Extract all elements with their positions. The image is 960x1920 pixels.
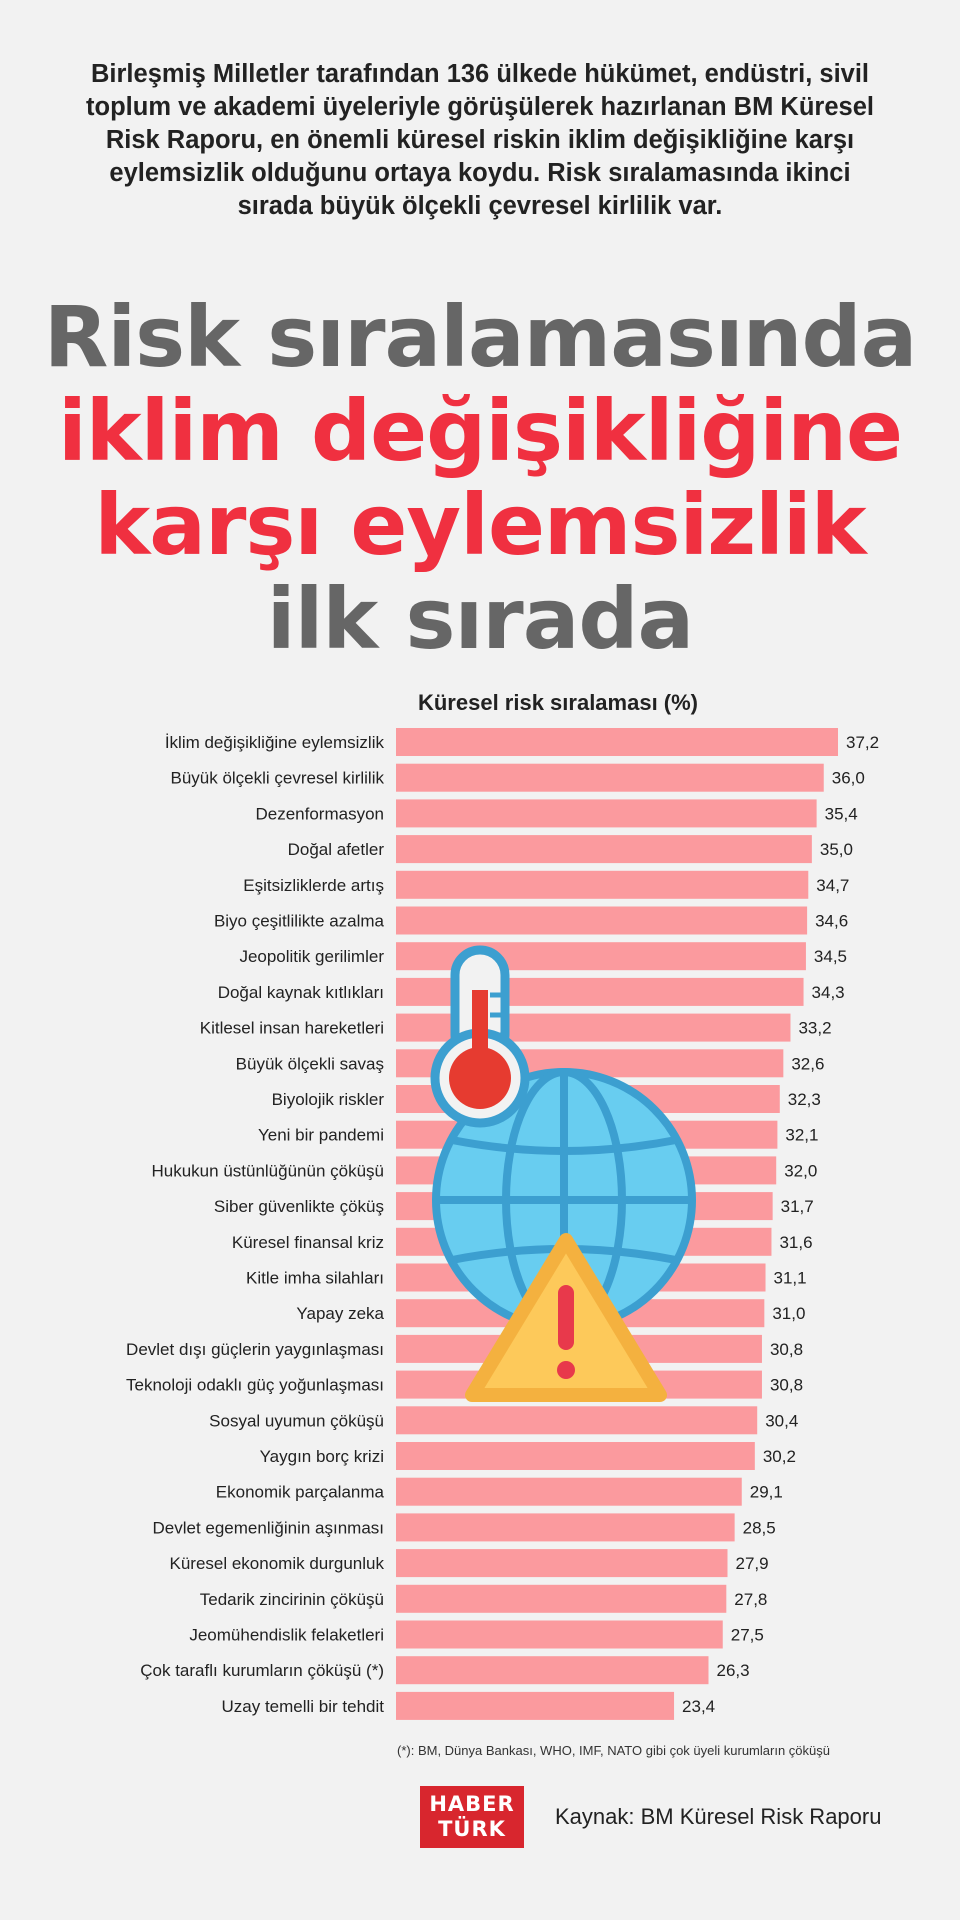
value-label: 30,8 (769, 1339, 804, 1359)
bar (396, 1264, 766, 1292)
category-label: Biyo çeşitlilikte azalma (213, 911, 384, 931)
chart-title: Küresel risk sıralaması (%) (417, 690, 699, 715)
bar (396, 799, 817, 827)
category-label: Küresel ekonomik durgunluk (169, 1554, 384, 1574)
category-label: Hukukun üstünlüğünün çöküşü (151, 1161, 384, 1181)
value-label: 28,5 (742, 1518, 776, 1538)
category-label: Jeopolitik gerilimler (239, 947, 384, 967)
value-label: 31,0 (772, 1304, 806, 1324)
value-label: 27,8 (734, 1589, 768, 1609)
value-label: 34,6 (815, 911, 849, 931)
value-label: 34,7 (816, 875, 850, 895)
intro-text: Birleşmiş Milletler tarafından 136 ülkede hükümet, endüstri, sivil toplum ve akademi üyeleriyle görüşülerek hazırlanan BM Küresel Risk Raporu, en önemli küresel riskin iklim değişikliğine karşı eylemsizlik olduğunu ortaya koydu. Risk sıralamasında ikinci sırada büyük ölçekli çevresel kirlilik var. (86, 60, 874, 220)
value-label: 35,0 (819, 840, 853, 860)
bar (396, 1156, 776, 1184)
category-label: Uzay temelli bir tehdit (221, 1696, 384, 1716)
value-label: 31,1 (773, 1268, 807, 1288)
bar (396, 1478, 742, 1506)
category-label: Eşitsizliklerde artış (243, 875, 384, 895)
category-label: Tedarik zincirinin çöküşü (199, 1589, 384, 1609)
value-label: 31,7 (780, 1197, 814, 1217)
category-label: Yeni bir pandemi (257, 1125, 384, 1145)
category-label: Küresel finansal kriz (231, 1232, 384, 1252)
value-label: 27,9 (735, 1554, 769, 1574)
bar (396, 1549, 728, 1577)
category-label: Yapay zeka (296, 1304, 384, 1324)
category-label: Ekonomik parçalanma (215, 1482, 384, 1502)
value-label: 36,0 (831, 768, 865, 788)
headline-line-1: Risk sıralamasında (43, 288, 917, 386)
value-label: 37,2 (846, 733, 880, 752)
category-label: İklim değişikliğine eylemsizlik (164, 733, 384, 752)
bar (396, 907, 807, 935)
logo-line-2: TÜRK (438, 1817, 506, 1841)
category-label: Devlet dışı güçlerin yaygınlaşması (126, 1339, 384, 1359)
value-label: 31,6 (779, 1232, 813, 1252)
bar (396, 978, 804, 1006)
value-label: 32,0 (784, 1161, 818, 1181)
source-text: Kaynak: BM Küresel Risk Raporu (555, 1804, 882, 1829)
value-label: 32,3 (787, 1090, 821, 1109)
bar (396, 1299, 764, 1327)
bar (396, 1442, 755, 1470)
value-label: 23,4 (682, 1696, 716, 1716)
category-label: Yaygın borç krizi (259, 1447, 384, 1466)
value-label: 32,6 (791, 1054, 825, 1074)
bar (396, 1513, 735, 1541)
logo-line-1: HABER (429, 1792, 515, 1816)
bar (396, 728, 838, 756)
value-label: 33,2 (798, 1018, 832, 1038)
category-label: Kitle imha silahları (246, 1268, 384, 1288)
category-label: Devlet egemenliğinin aşınması (152, 1518, 384, 1538)
bar (396, 835, 812, 863)
value-label: 32,1 (785, 1125, 819, 1145)
category-label: Doğal afetler (287, 840, 384, 860)
bar (396, 1371, 762, 1399)
category-label: Büyük ölçekli çevresel kirlilik (170, 768, 384, 788)
category-label: Teknoloji odaklı güç yoğunlaşması (126, 1375, 384, 1395)
value-label: 35,4 (824, 804, 858, 824)
headline-line-2: iklim değişikliğine (58, 382, 902, 480)
headline-line-3: karşı eylemsizlik (94, 476, 866, 574)
bar (396, 1692, 674, 1720)
bar (396, 1121, 777, 1149)
value-label: 30,4 (765, 1411, 799, 1431)
value-label: 29,1 (749, 1482, 783, 1502)
value-label: 27,5 (730, 1625, 764, 1645)
footnote: (*): BM, Dünya Bankası, WHO, IMF, NATO gibi çok üyeli kurumların çöküşü (397, 1743, 830, 1758)
bar (396, 1192, 773, 1220)
bar (396, 1585, 726, 1613)
category-label: Kitlesel insan hareketleri (199, 1018, 384, 1038)
bar (396, 1085, 780, 1113)
bar (396, 1406, 757, 1434)
headline-line-4: ilk sırada (266, 570, 694, 668)
value-label: 34,5 (813, 947, 848, 967)
category-label: Sosyal uyumun çöküşü (209, 1411, 384, 1431)
bar (396, 1228, 771, 1256)
bar (396, 1335, 762, 1363)
category-label: Biyolojik riskler (271, 1090, 384, 1109)
bar (396, 1049, 783, 1077)
value-label: 30,2 (762, 1447, 796, 1466)
category-label: Doğal kaynak kıtlıkları (217, 982, 384, 1002)
category-label: Dezenformasyon (255, 804, 384, 824)
bar (396, 871, 808, 899)
bar (396, 1621, 723, 1649)
haberturk-logo (420, 1786, 524, 1848)
value-label: 26,3 (716, 1661, 750, 1681)
category-label: Siber güvenlikte çöküş (213, 1197, 384, 1217)
category-label: Çok taraflı kurumların çöküşü (*) (140, 1661, 384, 1681)
category-label: Jeomühendislik felaketleri (189, 1625, 384, 1645)
value-label: 34,3 (811, 982, 845, 1002)
category-label: Büyük ölçekli savaş (235, 1054, 384, 1074)
bar (396, 1656, 708, 1684)
bar (396, 764, 824, 792)
bar (396, 942, 806, 970)
value-label: 30,8 (769, 1375, 804, 1395)
bar (396, 1014, 790, 1042)
